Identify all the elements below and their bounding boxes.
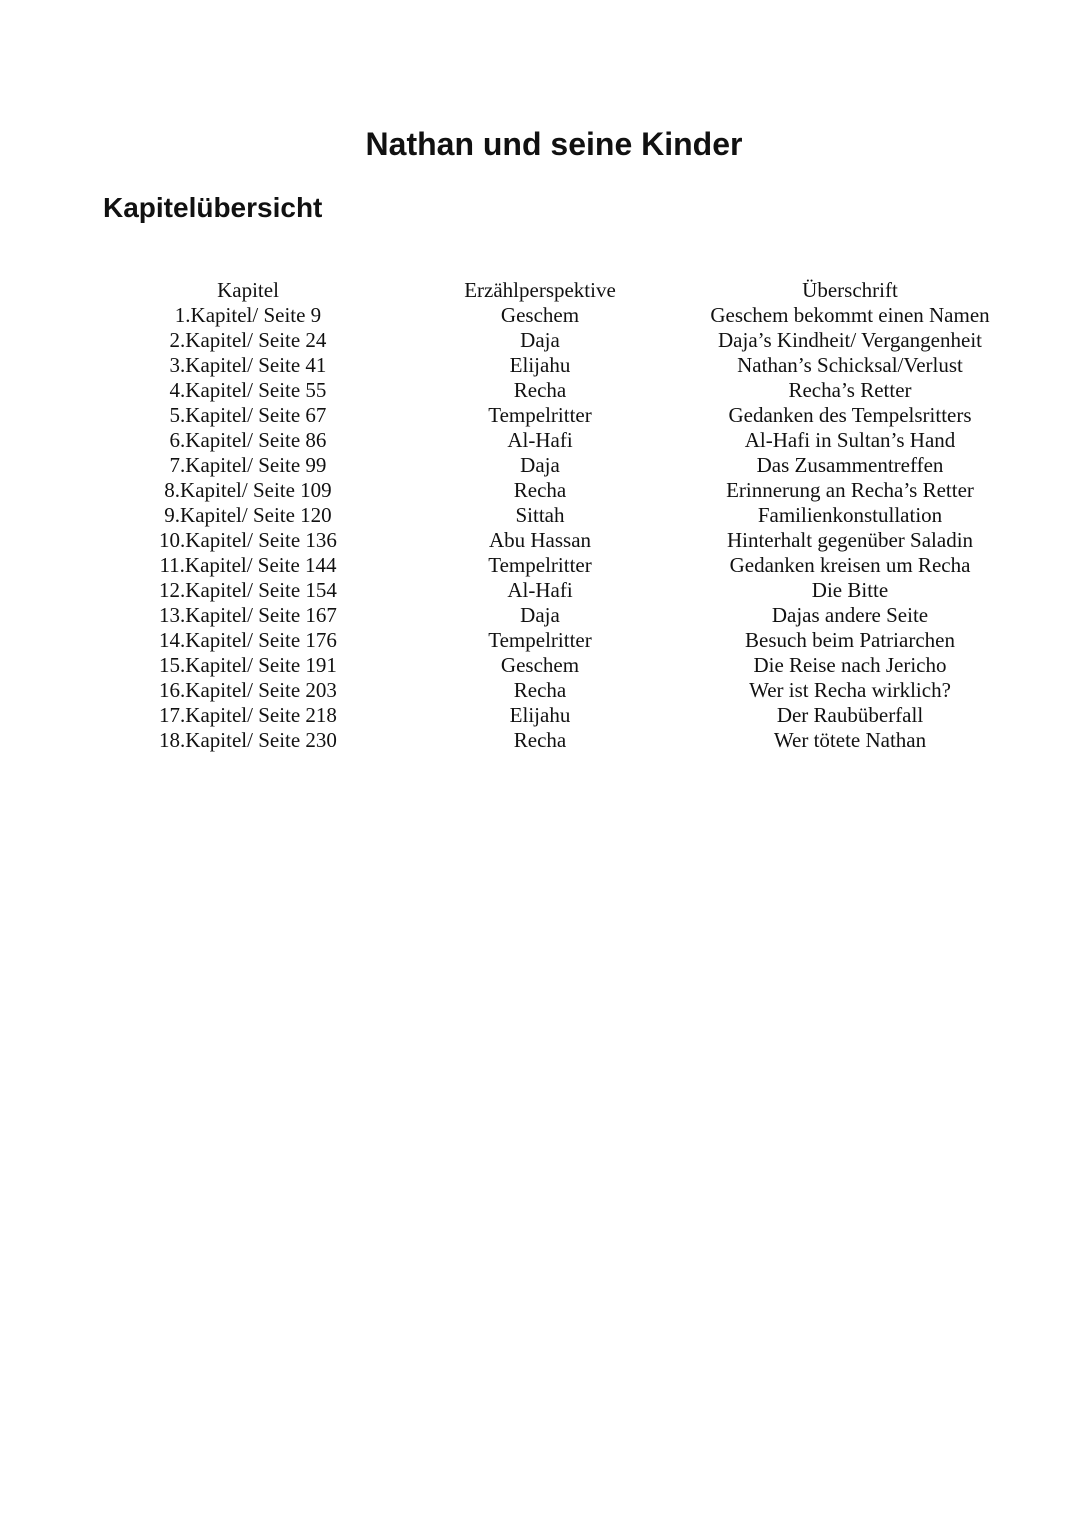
document-title: Nathan und seine Kinder (365, 126, 743, 162)
cell-chapter: 12.Kapitel/ Seite 154 (159, 578, 337, 602)
table-row (0, 428, 1080, 453)
cell-chapter: 5.Kapitel/ Seite 67 (169, 403, 327, 427)
cell-title: Die Bitte (811, 578, 889, 602)
cell-title: Daja’s Kindheit/ Vergangenheit (718, 328, 982, 352)
table-row (0, 603, 1080, 628)
cell-perspective: Al-Hafi (507, 428, 573, 452)
cell-chapter: 13.Kapitel/ Seite 167 (159, 603, 337, 627)
table-row (0, 578, 1080, 603)
cell-perspective: Recha (513, 678, 567, 702)
cell-chapter: 17.Kapitel/ Seite 218 (159, 703, 337, 727)
cell-title: Al-Hafi in Sultan’s Hand (744, 428, 956, 452)
cell-title: Erinnerung an Recha’s Retter (726, 478, 974, 502)
cell-chapter: 14.Kapitel/ Seite 176 (159, 628, 337, 652)
table-row (0, 503, 1080, 528)
cell-chapter: 7.Kapitel/ Seite 99 (169, 453, 327, 477)
cell-chapter: 18.Kapitel/ Seite 230 (159, 728, 337, 752)
cell-title: Wer ist Recha wirklich? (749, 678, 951, 702)
cell-perspective: Recha (513, 728, 567, 752)
cell-chapter: 16.Kapitel/ Seite 203 (159, 678, 337, 702)
cell-perspective: Daja (520, 453, 560, 477)
cell-chapter: 1.Kapitel/ Seite 9 (174, 303, 322, 327)
cell-title: Gedanken kreisen um Recha (729, 553, 971, 577)
cell-perspective: Tempelritter (488, 553, 592, 577)
cell-title: Familienkonstullation (757, 503, 943, 527)
header-title: Überschrift (802, 278, 898, 302)
chapter-table (0, 278, 1080, 753)
cell-chapter: 2.Kapitel/ Seite 24 (169, 328, 327, 352)
cell-chapter: 11.Kapitel/ Seite 144 (159, 553, 337, 577)
cell-title: Besuch beim Patriarchen (745, 628, 955, 652)
cell-title: Die Reise nach Jericho (753, 653, 947, 677)
cell-title: Gedanken des Tempelsritters (728, 403, 972, 427)
cell-perspective: Recha (513, 478, 567, 502)
cell-title: Hinterhalt gegenüber Saladin (726, 528, 974, 552)
cell-chapter: 4.Kapitel/ Seite 55 (169, 378, 327, 402)
table-row (0, 728, 1080, 753)
cell-chapter: 10.Kapitel/ Seite 136 (159, 528, 337, 552)
header-chapter: Kapitel (217, 278, 279, 302)
cell-title: Recha’s Retter (788, 378, 912, 402)
table-row (0, 303, 1080, 328)
table-row (0, 403, 1080, 428)
cell-perspective: Daja (520, 328, 560, 352)
cell-perspective: Elijahu (509, 703, 571, 727)
cell-perspective: Geschem (500, 653, 580, 677)
cell-title: Das Zusammentreffen (756, 453, 944, 477)
table-row (0, 353, 1080, 378)
table-row (0, 528, 1080, 553)
section-heading: Kapitelübersicht (103, 192, 323, 223)
table-row (0, 553, 1080, 578)
cell-chapter: 9.Kapitel/ Seite 120 (164, 503, 332, 527)
cell-perspective: Abu Hassan (488, 528, 592, 552)
cell-title: Geschem bekommt einen Namen (710, 303, 990, 327)
cell-perspective: Sittah (515, 503, 565, 527)
table-row (0, 678, 1080, 703)
table-row (0, 478, 1080, 503)
cell-chapter: 8.Kapitel/ Seite 109 (164, 478, 332, 502)
table-row (0, 328, 1080, 353)
cell-chapter: 3.Kapitel/ Seite 41 (169, 353, 327, 377)
table-row (0, 378, 1080, 403)
cell-title: Wer tötete Nathan (773, 728, 927, 752)
cell-perspective: Tempelritter (488, 403, 592, 427)
table-header-row (0, 278, 1080, 303)
cell-title: Der Raubüberfall (776, 703, 924, 727)
cell-chapter: 15.Kapitel/ Seite 191 (159, 653, 337, 677)
cell-title: Dajas andere Seite (771, 603, 929, 627)
cell-perspective: Elijahu (509, 353, 571, 377)
cell-perspective: Geschem (500, 303, 580, 327)
table-row (0, 628, 1080, 653)
cell-perspective: Recha (513, 378, 567, 402)
cell-title: Nathan’s Schicksal/Verlust (737, 353, 963, 377)
header-perspective: Erzählperspektive (464, 278, 616, 302)
table-row (0, 653, 1080, 678)
cell-chapter: 6.Kapitel/ Seite 86 (169, 428, 327, 452)
cell-perspective: Daja (520, 603, 560, 627)
table-row (0, 703, 1080, 728)
cell-perspective: Al-Hafi (507, 578, 573, 602)
cell-perspective: Tempelritter (488, 628, 592, 652)
table-row (0, 453, 1080, 478)
